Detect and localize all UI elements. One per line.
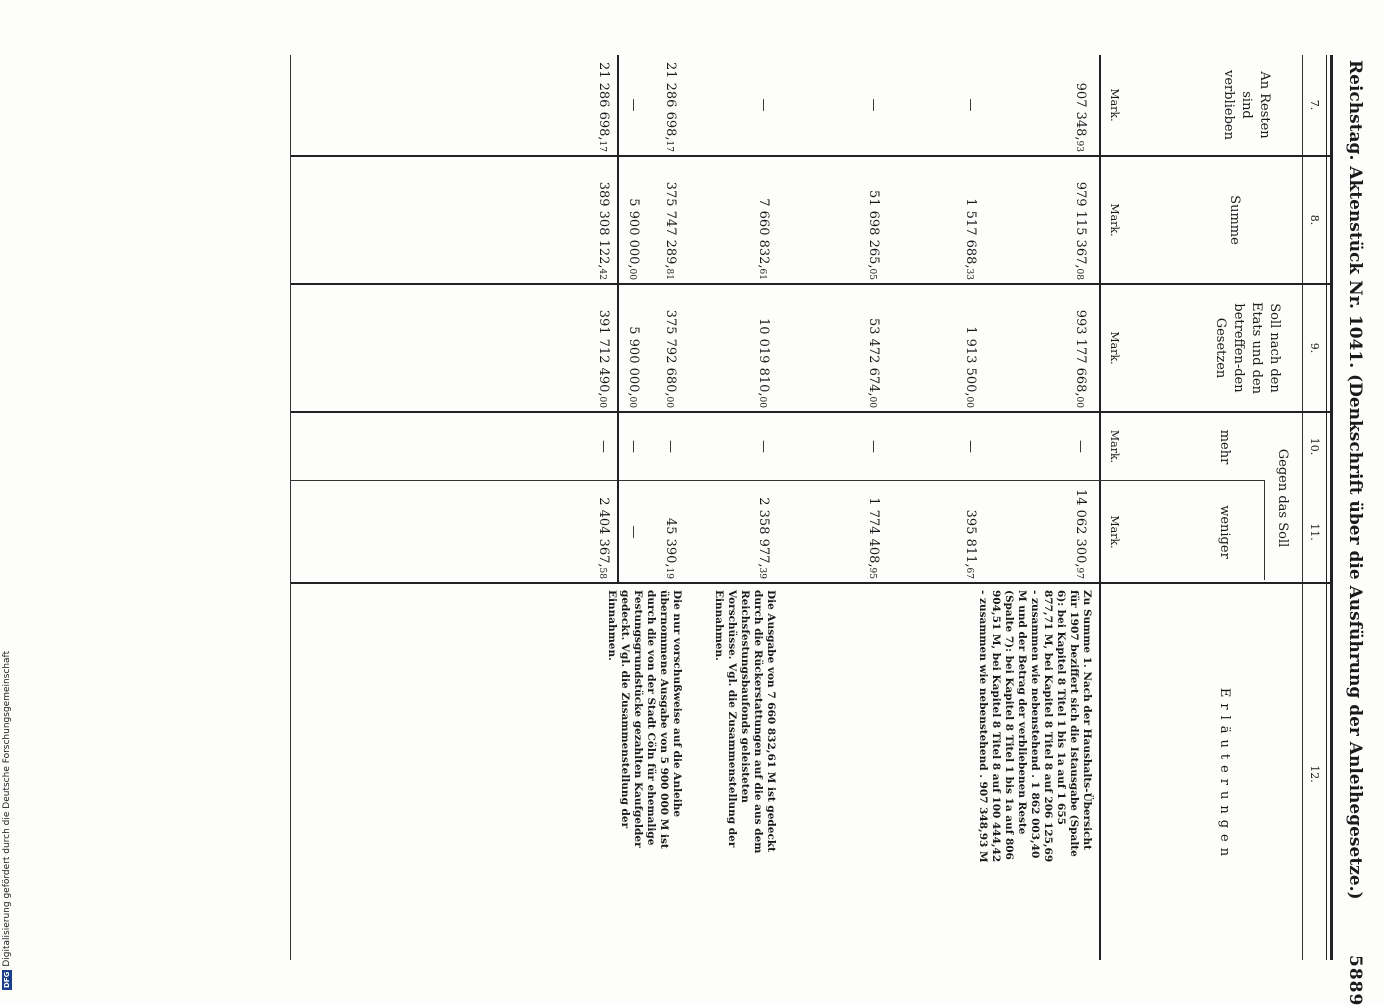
col-number-10: 10. [1308, 437, 1321, 456]
row2-col11: 395 811,67 [963, 509, 978, 579]
col-number-7: 7. [1308, 99, 1321, 111]
dfg-credit-text: Digitalisierung gefördert durch die Deutsche Forschungsgemeinschaft [2, 650, 12, 967]
row1-col8: 979 115 367,08 [1073, 181, 1088, 280]
running-head [1337, 0, 1371, 1006]
header-weniger: weniger [1217, 505, 1232, 559]
row3-col9: 53 472 674,00 [866, 317, 881, 408]
header-summe: Summe [1227, 195, 1242, 245]
unit-col11: Mark. [1108, 515, 1121, 549]
unit-col8: Mark. [1108, 203, 1121, 237]
header-erlaeuterungen: Erläuterungen [1217, 687, 1232, 863]
dfg-logo: DFG [3, 971, 11, 988]
row7-col9: 391 712 490,00 [596, 309, 611, 408]
running-head-title: Reichstag. Aktenstück Nr. 1041. (Denkschrift über die Ausführung der Anleihegesetze.) [1345, 60, 1365, 900]
header-mehr: mehr [1217, 429, 1232, 465]
row4-col7: — [756, 98, 771, 112]
col-divider-7-8 [291, 155, 1331, 157]
row6-col9: 5 900 000,00 [626, 326, 641, 408]
col-divider-11-12 [291, 582, 1331, 584]
unit-col10: Mark. [1108, 429, 1121, 464]
row6-col8: 5 900 000,00 [626, 198, 641, 280]
col-divider-8-9 [291, 283, 1331, 285]
row4-col10: — [756, 440, 771, 453]
row2-col9: 1 913 500,00 [963, 326, 978, 408]
page-number: 5889 [1345, 955, 1365, 1006]
row3-col7: — [866, 98, 881, 112]
header-bottom-rule [1099, 55, 1101, 960]
row1-col10: — [1073, 440, 1088, 453]
row4-col11: 2 358 977,39 [756, 497, 771, 579]
col-number-8: 8. [1308, 214, 1321, 226]
row5-col7: 21 286 698,17 [663, 61, 678, 152]
row6-note: Die nur vorschußweise auf die Anleihe übernommene Ausgabe von 5 900 000 M ist durch die von der Stadt Cöln für ehemalige Festungsgrundstücke gezahlten Kaufgelder gedeckt. Vgl. die Zusammenstellung der Einnahmen. [606, 590, 683, 849]
header-soll: Soll nach den Etats und den betreffen-den Gesetzen [1213, 301, 1282, 395]
total-rule [617, 55, 619, 582]
row1-col9: 993 177 668,00 [1073, 309, 1088, 408]
colnum-rule [1302, 55, 1303, 960]
row3-col8: 51 698 265,05 [866, 189, 881, 280]
header-resten: An Resten sind verblieben [1221, 70, 1272, 140]
row7-col10: — [596, 440, 611, 453]
row3-col10: — [866, 440, 881, 453]
row5-col8: 375 747 289,81 [663, 181, 678, 280]
row1-col7: 907 348,93 [1073, 82, 1088, 152]
row7-col7: 21 286 698,17 [596, 61, 611, 152]
row4-col9: 10 019 810,00 [756, 317, 771, 408]
row5-col9: 375 792 680,00 [663, 309, 678, 408]
top-rule [1330, 55, 1333, 960]
row2-col10: — [963, 440, 978, 453]
col-number-12: 12. [1308, 765, 1321, 783]
col-number-9: 9. [1308, 342, 1321, 354]
dfg-credit [2, 590, 16, 990]
row7-col8: 389 308 122,42 [596, 181, 611, 280]
col-divider-9-10 [291, 411, 1331, 413]
row1-col11: 14 062 300,97 [1073, 488, 1088, 579]
row6-col10: — [626, 440, 641, 453]
row6-col7: — [626, 98, 641, 112]
row2-col7: — [963, 98, 978, 112]
row5-col11: 45 390,19 [663, 517, 678, 579]
row6-col11: — [626, 525, 641, 539]
row3-col11: 1 774 408,95 [866, 497, 881, 579]
row7-col11: 2 404 367,58 [596, 497, 611, 579]
col-number-11: 11. [1308, 523, 1321, 541]
header-gegen-soll: Gegen das Soll [1275, 448, 1290, 548]
row4-note: Die Ausgabe von 7 660 832,61 M ist gedeckt durch die Rückerstattungen auf die aus dem Reichsfestungsbaufonds geleisteten Vorschüsse. Vgl. die Zusammenstellung der Einnahmen. [713, 590, 777, 854]
row5-col10: — [663, 440, 678, 453]
unit-col9: Mark. [1108, 331, 1121, 365]
group-rule [1264, 480, 1265, 580]
row2-col8: 1 517 688,33 [963, 198, 978, 280]
row1-note: Zu Summe 1. Nach der Haushalts-Übersicht für 1907 beziffert sich die Istausgabe (Spalte 6): bei Kapitel 8 Titel 1 bis 1a auf 1 655 877,71 M, bei Kapitel 8 Titel 8 auf 206 125,69 - zusammen wie nebenstehend . 1 862 003,40 M und der Betrag der verbliebenen Reste (Spalte 7): bei Kapitel 8 Titel 1 bis 1a auf 806 904,51 M, bei Kapitel 8 Titel 8 auf 100 444,42 - zusammen wie nebenstehend . 907 348,93 M [977, 590, 1093, 863]
table-bottom-rule [290, 55, 291, 960]
top-rule-thin [1326, 55, 1327, 960]
unit-col7: Mark. [1108, 88, 1121, 122]
col-divider-10-11 [291, 480, 1265, 481]
row4-col8: 7 660 832,61 [756, 198, 771, 280]
